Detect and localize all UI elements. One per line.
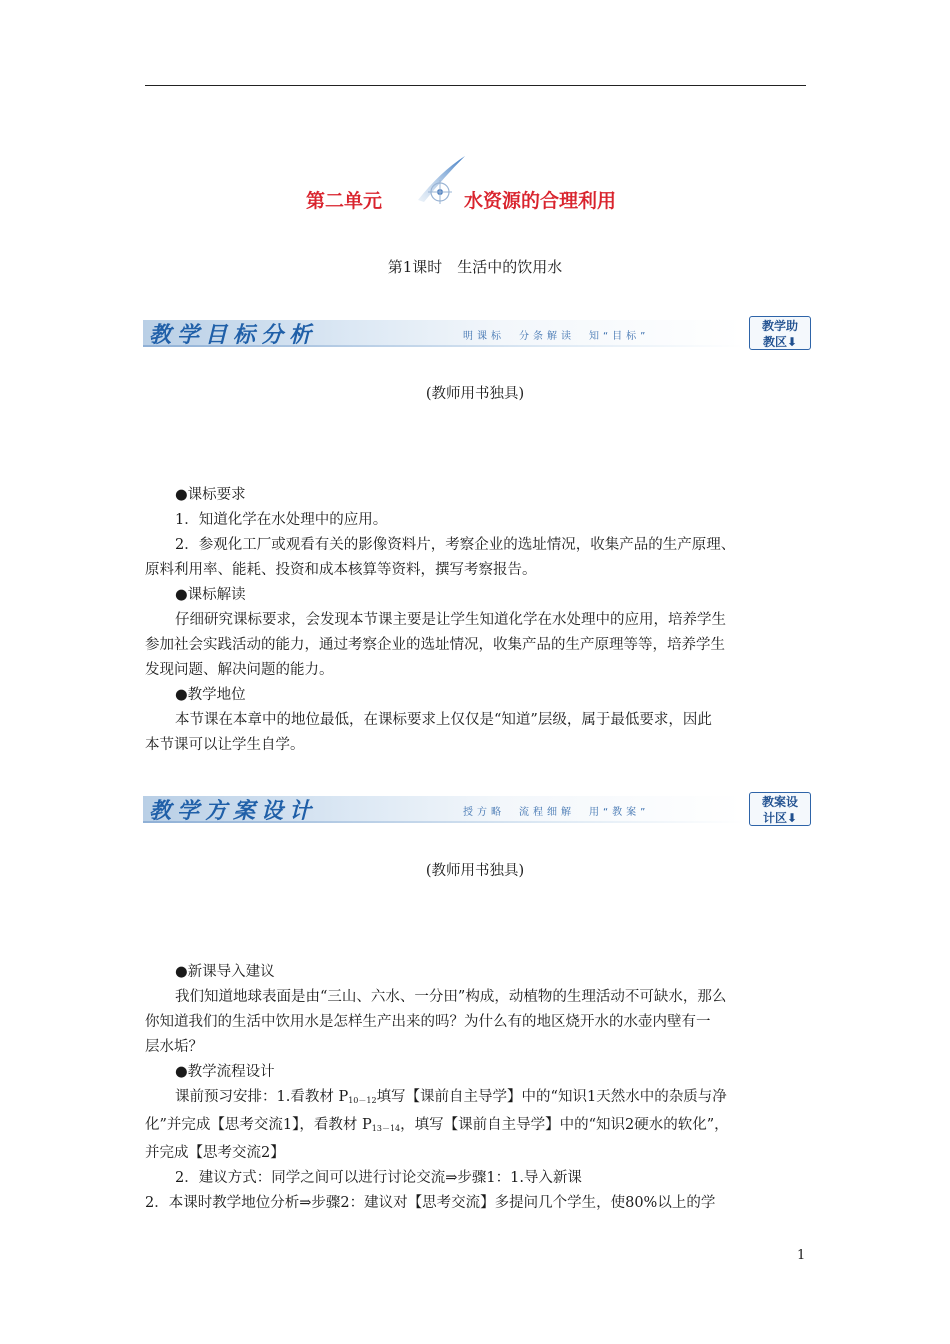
section-lesson-flow: [145, 960, 811, 1216]
paragraph-line: 课前预习安排：1.看教材 $P_{10-12}$填写【课前自主导学】中的“知识1天然水中的杂质与净: [175, 1089, 727, 1105]
paragraph-line: 2．参观化工厂或观看有关的影像资料片，考察企业的选址情况，收集产品的生产原理、: [175, 537, 736, 553]
banner-badge: [749, 316, 811, 350]
section-heading: ●教学地位: [175, 687, 246, 703]
badge-line2: 教区⬇: [762, 335, 798, 349]
section-heading: ●课标解读: [175, 587, 246, 603]
paragraph-line: 仔细研究课标要求，会发现本节课主要是让学生知道化学在水处理中的应用，培养学生: [175, 612, 726, 628]
badge-line1: 教案设: [761, 795, 798, 809]
banner-title: 教学目标分析: [149, 323, 318, 348]
header-rule: [145, 85, 806, 86]
arrow-down-icon: ⬇: [786, 811, 798, 825]
unit-number: 第二单元: [306, 190, 383, 212]
paragraph-line: 你知道我们的生活中饮用水是怎样生产出来的吗？为什么有的地区烧开水的水壶内壁有一: [145, 1014, 711, 1030]
teacher-note: (教师用书独具): [425, 386, 525, 402]
arrow-down-icon: ⬇: [786, 335, 798, 349]
paragraph-line: 2．本课时教学地位分析⇒步骤2：建议对【思考交流】多提问几个学生，使80%以上的学: [145, 1195, 716, 1211]
paragraph-line: 原料利用率、能耗、投资和成本核算等资料，撰写考察报告。: [145, 562, 537, 578]
section-curriculum: [145, 483, 811, 758]
banner-subtitle: 授方略 流程细解 用“教案”: [463, 807, 650, 818]
badge-line2: 计区⬇: [762, 811, 798, 825]
section-heading: ●课标要求: [175, 487, 246, 503]
paragraph-line: 我们知道地球表面是由“三山、六水、一分田”构成，动植物的生理活动不可缺水，那么: [175, 989, 727, 1005]
banner-badge: [749, 792, 811, 826]
paragraph-line: 发现问题、解决问题的能力。: [145, 662, 334, 678]
unit-name: 水资源的合理利用: [464, 190, 617, 212]
paragraph-line: 本节课可以让学生自学。: [145, 737, 305, 753]
paragraph-line: 本节课在本章中的地位最低，在课标要求上仅仅是“知道”层级，属于最低要求，因此: [175, 712, 712, 728]
banner-title: 教学方案设计: [149, 799, 318, 824]
paragraph-line: 化”并完成【思考交流1】，看教材 $P_{13-14}$，填写【课前自主导学】中的“知识2硬水的软化”，: [145, 1117, 729, 1133]
paragraph-line: 并完成【思考交流2】: [145, 1145, 285, 1161]
paragraph-line: 1．知道化学在水处理中的应用。: [175, 512, 388, 528]
section-heading: ●教学流程设计: [175, 1064, 275, 1080]
paragraph-line: 层水垢？: [145, 1039, 203, 1055]
paragraph-line: 参加社会实践活动的能力，通过考察企业的选址情况，收集产品的生产原理等等，培养学生: [145, 637, 725, 653]
banner-subtitle: 明课标 分条解读 知“目标”: [463, 331, 650, 342]
section-heading: ●新课导入建议: [175, 964, 275, 980]
banner-teaching-objectives: [143, 316, 815, 352]
badge-line1: 教学助: [761, 319, 798, 333]
paragraph-line: 2．建议方式：同学之间可以进行讨论交流⇒步骤1：1.导入新课: [175, 1170, 582, 1186]
unit-title: [0, 186, 950, 218]
teacher-note: (教师用书独具): [425, 863, 525, 879]
page-number: 1: [797, 1248, 806, 1263]
lesson-title: 第1课时 生活中的饮用水: [387, 258, 563, 276]
banner-teaching-plan: [143, 792, 815, 828]
